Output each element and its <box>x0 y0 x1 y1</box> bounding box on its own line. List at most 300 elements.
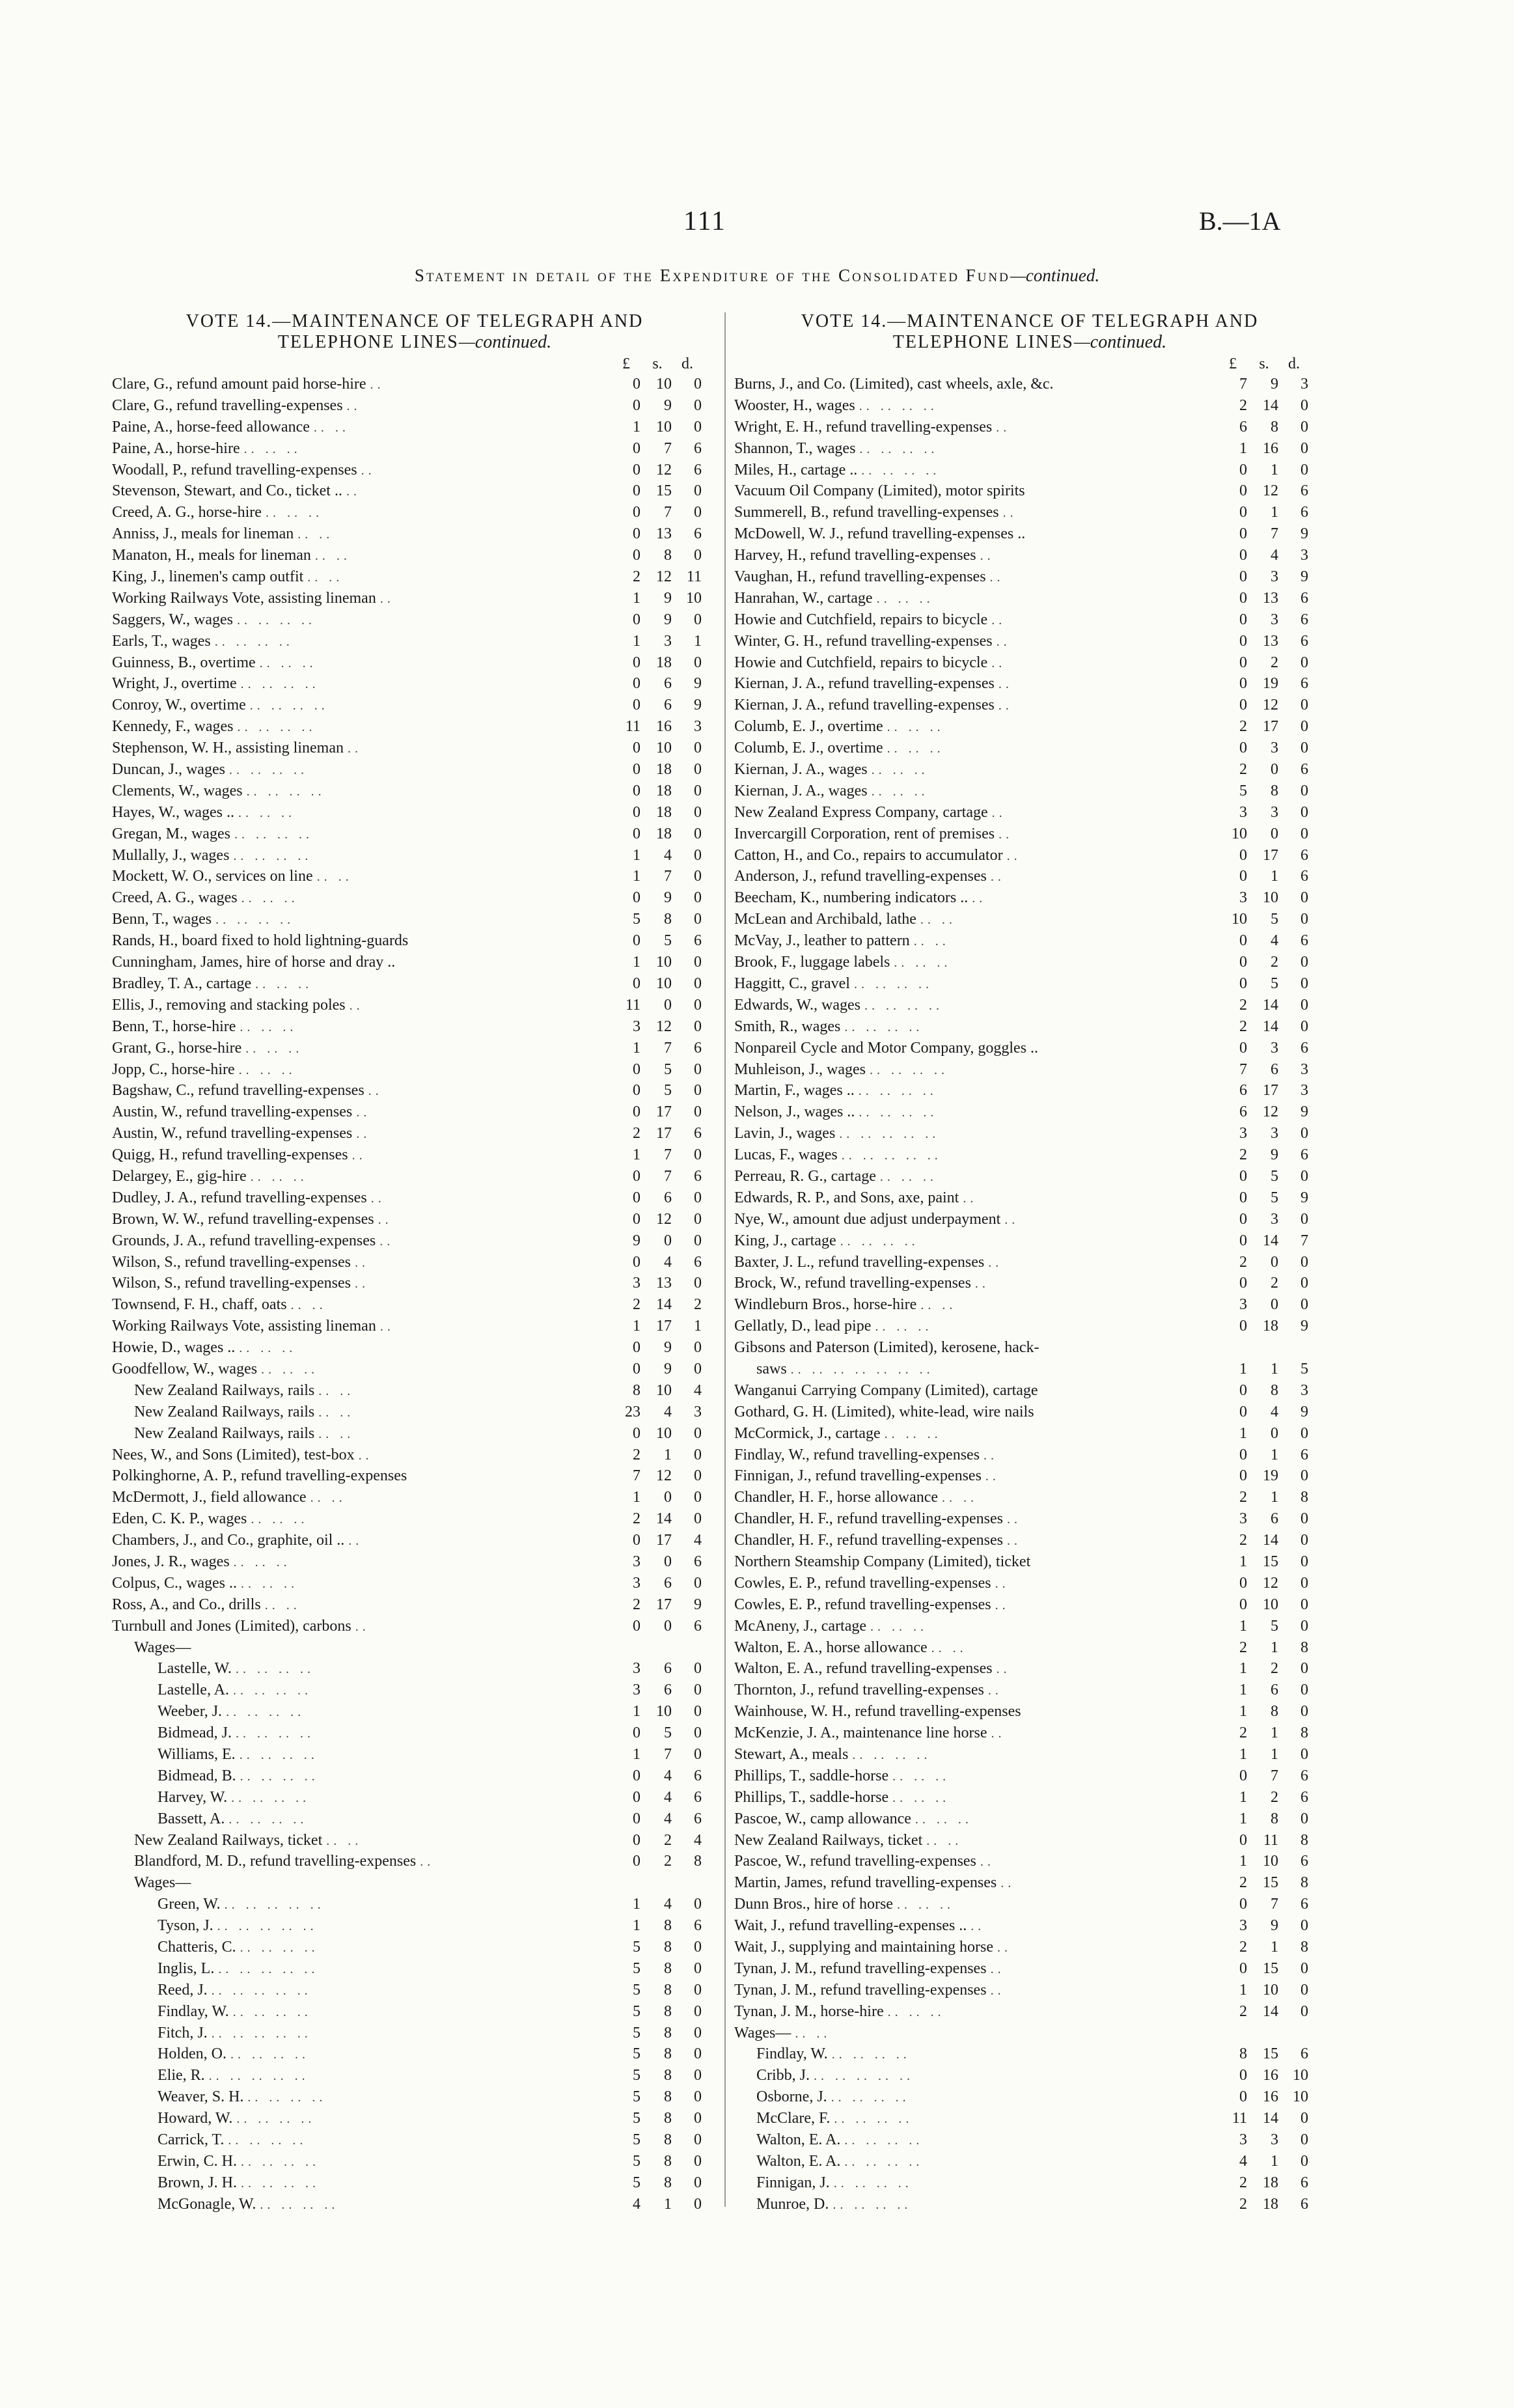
entry-description <box>158 1915 318 1937</box>
entry-description <box>158 1980 312 2002</box>
entry-description-text: Townsend, F. H., chaff, oats <box>112 1296 287 1314</box>
ledger-entry <box>112 1359 717 1380</box>
entry-shillings: 16 <box>1263 439 1278 457</box>
entry-pounds: 0 <box>1239 697 1247 714</box>
entry-pounds: 2 <box>1239 1724 1247 1742</box>
entry-shillings: 8 <box>664 2002 672 2020</box>
dot-leader: .. .. <box>297 527 334 542</box>
entry-pounds: 0 <box>633 1360 640 1377</box>
vote-heading-continued: —continued. <box>458 332 552 352</box>
entry-description-text: King, J., cartage <box>734 1232 836 1249</box>
entry-pounds: 0 <box>633 1767 640 1784</box>
ledger-entry <box>734 1637 1325 1659</box>
entry-pence: 8 <box>1301 1489 1308 1506</box>
entry-pounds: 1 <box>1239 1788 1247 1806</box>
entry-description <box>734 1423 942 1445</box>
entry-description-text: Weaver, S. H. <box>158 2088 244 2106</box>
ledger-entry <box>734 1894 1325 1915</box>
entry-description-text: Clare, G., refund travelling-expenses <box>112 396 343 414</box>
ledger-entry <box>734 1123 1325 1144</box>
entry-shillings: 14 <box>1263 1532 1278 1549</box>
entry-description-text: Dudley, J. A., refund travelling-expenses <box>112 1189 367 1206</box>
entry-description-text: Columb, E. J., overtime <box>734 740 883 757</box>
dot-leader: .. .. .. .. <box>236 1726 314 1741</box>
entry-pence: 3 <box>1301 547 1308 564</box>
entry-pence: 6 <box>1301 761 1308 779</box>
entry-description-text: Blandford, M. D., refund travelling-expenses <box>134 1853 417 1870</box>
dot-leader: .. .. .. .. <box>844 2133 924 2148</box>
entry-description-text: Reed, J. <box>158 1981 208 1999</box>
dot-leader: .. <box>351 1148 366 1163</box>
dot-leader: .. <box>346 484 361 499</box>
entry-pounds: 1 <box>1239 1746 1247 1763</box>
ledger-entry <box>112 1016 717 1038</box>
ledger-entry <box>734 460 1325 481</box>
entry-pence: 0 <box>1301 1959 1308 1977</box>
ledger-entry <box>112 566 717 588</box>
entry-pounds: 0 <box>1239 1210 1247 1228</box>
entry-description <box>734 781 929 803</box>
dot-leader: .. <box>997 1941 1012 1956</box>
ledger-entry <box>734 652 1325 674</box>
entry-shillings: 1 <box>1271 1724 1278 1742</box>
entry-shillings: 18 <box>1263 2174 1278 2191</box>
entry-pounds: 5 <box>633 2045 640 2063</box>
entry-description-text: Duncan, J., wages <box>112 761 225 779</box>
dot-leader: .. .. <box>264 1598 301 1612</box>
ledger-entry <box>112 716 717 738</box>
entry-pence: 0 <box>1301 1210 1308 1228</box>
entry-shillings: 10 <box>1263 889 1278 907</box>
entry-pence: 0 <box>694 1959 702 1977</box>
entry-description <box>112 973 312 995</box>
entry-pence: 0 <box>1301 2131 1308 2149</box>
entry-pounds: 2 <box>633 1510 640 1528</box>
entry-pence: 0 <box>694 1189 702 1206</box>
entry-description <box>112 652 317 674</box>
entry-pence: 6 <box>694 439 702 457</box>
entry-shillings: 10 <box>656 1381 672 1399</box>
ledger-entry <box>112 2108 717 2129</box>
entry-pounds: 1 <box>1239 1681 1247 1699</box>
dot-leader: .. .. .. <box>239 1341 297 1356</box>
entry-pounds: 0 <box>1239 504 1247 521</box>
entry-shillings: 1 <box>1271 1639 1278 1656</box>
entry-description-text: New Zealand Railways, ticket <box>134 1831 323 1849</box>
ledger-entry <box>112 1209 717 1230</box>
ledger-entry <box>734 2129 1325 2151</box>
dot-leader: .. .. .. .. <box>833 2176 913 2191</box>
entry-description-text: Vaughan, H., refund travelling-expenses <box>734 568 986 586</box>
entry-pounds: 2 <box>1239 1146 1247 1164</box>
entry-pence: 8 <box>1301 1639 1308 1656</box>
entry-shillings: 3 <box>1271 1039 1278 1057</box>
dot-leader: .. <box>963 1191 978 1206</box>
dot-leader: .. <box>991 656 1006 671</box>
entry-pounds: 6 <box>1239 418 1247 436</box>
entry-description <box>734 1508 1021 1530</box>
entry-description <box>734 417 1010 439</box>
ledger-entry <box>112 395 717 417</box>
dot-leader: .. <box>980 549 995 564</box>
entry-description <box>734 845 1021 867</box>
dot-leader: .. .. .. .. <box>844 1019 924 1034</box>
entry-shillings: 12 <box>1263 697 1278 714</box>
dot-leader: .. .. <box>316 870 353 885</box>
entry-description <box>134 1637 191 1659</box>
entry-pence: 0 <box>694 2002 702 2020</box>
entry-shillings: 7 <box>664 1746 672 1763</box>
entry-pounds: 0 <box>633 439 640 457</box>
entry-description-text: Paine, A., horse-hire <box>112 439 240 457</box>
dot-leader: .. .. .. <box>245 1041 303 1056</box>
ledger-entry <box>112 673 717 695</box>
entry-pence: 6 <box>1301 1767 1308 1784</box>
entry-description-text: Dunn Bros., hire of horse <box>734 1896 893 1913</box>
entry-description <box>734 2001 945 2023</box>
entry-pence: 0 <box>694 1424 702 1442</box>
ledger-entry <box>734 2023 1325 2044</box>
ledger-entry <box>112 1316 717 1337</box>
ledger-entry <box>112 417 717 438</box>
entry-pence: 8 <box>1301 1724 1308 1742</box>
entry-description <box>734 1016 923 1038</box>
entry-shillings: 9 <box>664 1360 672 1377</box>
ledger-entry <box>112 909 717 930</box>
entry-shillings: 15 <box>656 482 672 500</box>
dot-leader: .. .. .. .. <box>236 2112 316 2127</box>
dot-leader: .. <box>974 1277 989 1292</box>
entry-pence: 7 <box>1301 1232 1308 1249</box>
entry-shillings: 8 <box>1271 1810 1278 1827</box>
entry-pounds: 3 <box>633 1681 640 1699</box>
entry-pounds: 3 <box>633 1574 640 1592</box>
entry-description <box>112 1530 363 1552</box>
dot-leader: .. .. .. <box>896 1898 954 1913</box>
entry-pounds: 0 <box>1239 1167 1247 1185</box>
entry-description <box>112 374 385 396</box>
entry-pence: 0 <box>1301 825 1308 842</box>
ledger-entry <box>734 1508 1325 1530</box>
statement-title-continued: —continued. <box>1010 266 1100 285</box>
entry-description <box>734 1980 1005 2002</box>
entry-pence: 6 <box>1301 932 1308 950</box>
dot-leader: .. .. <box>307 570 344 585</box>
entry-shillings: 6 <box>1271 1060 1278 1078</box>
entry-pounds: 0 <box>1239 975 1247 992</box>
entry-description-text: Williams, E. <box>158 1746 236 1763</box>
entry-description-text: McKenzie, J. A., maintenance line horse <box>734 1724 987 1742</box>
entry-description <box>734 1937 1012 1959</box>
entry-description-text: Erwin, C. H. <box>158 2152 237 2170</box>
entry-pence: 11 <box>686 568 702 586</box>
dot-leader: .. .. .. <box>241 891 299 906</box>
entry-description-text: McClare, F. <box>756 2110 831 2127</box>
entry-pence: 0 <box>1301 654 1308 671</box>
entry-description <box>734 738 944 760</box>
vote-heading-right <box>734 311 1325 353</box>
dot-leader: .. .. .. <box>251 1512 309 1527</box>
entry-pence: 0 <box>1301 2152 1308 2170</box>
entry-pounds: 1 <box>633 1703 640 1721</box>
entry-shillings: 4 <box>664 1403 672 1420</box>
ledger-entry <box>112 1851 717 1872</box>
entry-shillings: 9 <box>664 889 672 907</box>
entry-shillings: 8 <box>1271 1703 1278 1721</box>
entry-pounds: 2 <box>1239 1874 1247 1892</box>
entry-shillings: 7 <box>664 1039 672 1057</box>
entry-pence: 8 <box>1301 1831 1308 1849</box>
entry-pounds: 0 <box>633 932 640 950</box>
dot-leader: .. <box>984 1448 998 1463</box>
ledger-entry <box>734 1723 1325 1744</box>
entry-description-text: Working Railways Vote, assisting lineman <box>112 589 376 607</box>
dot-leader: .. <box>1000 1876 1015 1891</box>
entry-pence: 3 <box>1301 1381 1308 1399</box>
entry-shillings: 1 <box>1271 2152 1278 2170</box>
entry-description-text: Lastelle, W. <box>158 1660 232 1678</box>
entry-description-text: Bagshaw, C., refund travelling-expenses <box>112 1082 365 1100</box>
entry-pounds: 0 <box>633 975 640 992</box>
entry-pence: 0 <box>1301 1467 1308 1485</box>
entry-description <box>158 1701 305 1723</box>
entry-pounds: 1 <box>633 1746 640 1763</box>
entry-shillings: 9 <box>664 589 672 607</box>
entry-description-text: Nye, W., amount due adjust underpayment <box>734 1210 1001 1228</box>
entry-pence: 0 <box>694 1275 702 1292</box>
entry-description-text: Wages— <box>734 2024 791 2041</box>
entry-description <box>734 2023 831 2045</box>
entry-description-text: McVay, J., leather to pattern <box>734 932 910 950</box>
ledger-entry <box>734 1808 1325 1830</box>
entry-pence: 9 <box>694 1596 702 1613</box>
ledger-entry <box>734 1080 1325 1101</box>
entry-description-text: Beecham, K., numbering indicators .. <box>734 889 969 907</box>
entry-pounds: 2 <box>633 1446 640 1463</box>
entry-pounds: 0 <box>633 1189 640 1206</box>
entry-shillings: 4 <box>664 1810 672 1827</box>
dot-leader: .. .. <box>920 1298 957 1313</box>
dot-leader: .. <box>1007 1512 1022 1527</box>
ledger-entry <box>112 781 717 802</box>
entry-shillings: 10 <box>656 418 672 436</box>
entry-description-text: Kiernan, J. A., refund travelling-expenses <box>734 675 995 693</box>
entry-pounds: 1 <box>1239 1424 1247 1442</box>
ledger-entry <box>734 1530 1325 1551</box>
entry-description-text: Kiernan, J. A., wages <box>734 782 868 799</box>
ledger-entry <box>734 1402 1325 1423</box>
entry-pounds: 2 <box>1239 761 1247 779</box>
entry-pounds: 0 <box>633 1810 640 1827</box>
entry-pence: 6 <box>694 932 702 950</box>
entry-description <box>112 566 343 588</box>
entry-description <box>134 1872 191 1894</box>
entry-pence: 0 <box>694 2110 702 2127</box>
entry-description <box>734 1787 950 1809</box>
entry-description-text: Working Railways Vote, assisting lineman <box>112 1318 376 1335</box>
entry-description-text: Bidmead, B. <box>158 1767 236 1784</box>
entry-shillings: 16 <box>1263 2067 1278 2084</box>
dot-leader: .. .. .. .. <box>831 2090 910 2105</box>
dot-leader: .. <box>970 1919 985 1934</box>
entry-shillings: 5 <box>664 1060 672 1078</box>
entry-description-text: Pascoe, W., camp allowance <box>734 1810 911 1827</box>
dot-leader: .. .. <box>310 1491 346 1506</box>
entry-description-text: Nelson, J., wages .. <box>734 1103 855 1121</box>
ledger-entry <box>112 1658 717 1680</box>
entry-description <box>158 1937 319 1959</box>
entry-description-text: Brown, J. H. <box>158 2174 238 2191</box>
entry-pence: 0 <box>1301 1981 1308 1999</box>
entry-shillings: 2 <box>1271 1788 1278 1806</box>
entry-shillings: 3 <box>1271 803 1278 821</box>
dot-leader: .. .. <box>314 549 351 564</box>
entry-description-text: Stevenson, Stewart, and Co., ticket .. <box>112 482 342 500</box>
entry-description-text: Wilson, S., refund travelling-expenses <box>112 1253 351 1271</box>
entry-pounds: 1 <box>633 1489 640 1506</box>
dot-leader: .. .. .. .. <box>246 784 325 799</box>
entry-description-text: Lastelle, A. <box>158 1681 229 1699</box>
entry-shillings: 5 <box>1271 1617 1278 1635</box>
entry-description-text: Shannon, T., wages <box>734 439 856 457</box>
entry-description-text: Green, W. <box>158 1896 221 1913</box>
ledger-entry <box>112 1573 717 1594</box>
entry-shillings: 1 <box>664 2195 672 2213</box>
ledger-entry <box>734 1359 1325 1380</box>
dot-leader: .. .. .. .. .. <box>224 1898 325 1913</box>
dot-leader: .. .. .. <box>261 1362 319 1377</box>
entry-shillings: 7 <box>664 868 672 885</box>
entry-description-text: Howie and Cutchfield, repairs to bicycle <box>734 654 988 671</box>
dot-leader: .. .. .. <box>884 1426 942 1441</box>
entry-pounds: 1 <box>1239 1981 1247 1999</box>
entry-shillings: 14 <box>1263 1017 1278 1035</box>
entry-shillings: 1 <box>1271 1446 1278 1463</box>
entry-pounds: 8 <box>633 1381 640 1399</box>
entry-pounds: 2 <box>1239 2174 1247 2191</box>
entry-pounds: 1 <box>633 954 640 971</box>
entry-description-text: Harvey, H., refund travelling-expenses <box>734 547 976 564</box>
entry-description <box>734 1187 977 1210</box>
entry-pence: 0 <box>694 1681 702 1699</box>
entry-pounds: 11 <box>1232 2110 1247 2127</box>
entry-pence: 0 <box>1301 1510 1308 1528</box>
entry-pence: 0 <box>694 1060 702 1078</box>
entry-shillings: 4 <box>1271 1403 1278 1420</box>
entry-shillings: 9 <box>1271 1917 1278 1935</box>
entry-pounds: 3 <box>633 1017 640 1035</box>
entry-pence: 0 <box>694 1467 702 1485</box>
dot-leader: .. .. .. <box>265 506 323 521</box>
entry-pounds: 0 <box>633 1788 640 1806</box>
entry-pence: 0 <box>1301 889 1308 907</box>
entry-description <box>112 1573 298 1595</box>
vote-heading-continued: —continued. <box>1073 332 1167 352</box>
entry-pence: 0 <box>694 2024 702 2041</box>
entry-description <box>112 845 312 867</box>
entry-shillings: 17 <box>656 1318 672 1335</box>
entry-pounds: 2 <box>633 568 640 586</box>
entry-pence: 6 <box>694 1810 702 1827</box>
dot-leader: .. .. .. .. <box>844 2154 924 2169</box>
entry-pounds: 0 <box>1239 1318 1247 1335</box>
pence-unit: d. <box>1288 355 1300 372</box>
entry-description-text: Nonpareil Cycle and Motor Company, goggles .. <box>734 1039 1039 1057</box>
entry-pounds: 0 <box>1239 547 1247 564</box>
entry-pence: 6 <box>1301 632 1308 650</box>
vote-heading-line2 <box>112 332 717 353</box>
entry-pence: 9 <box>694 697 702 714</box>
entry-description-text: Tynan, J. M., refund travelling-expenses <box>734 1959 987 1977</box>
entry-description <box>734 1445 998 1467</box>
dot-leader: .. .. .. .. <box>232 2004 312 2019</box>
ledger-entry <box>112 866 717 887</box>
entry-description-text: Wilson, S., refund travelling-expenses <box>112 1275 351 1292</box>
ledger-entry <box>112 1915 717 1937</box>
entry-pence: 6 <box>1301 482 1308 500</box>
entry-pounds: 5 <box>1239 782 1247 799</box>
entry-shillings: 6 <box>664 1681 672 1699</box>
entry-shillings: 2 <box>1271 1275 1278 1292</box>
shillings-unit: s. <box>1259 355 1269 372</box>
entry-description <box>756 2108 913 2130</box>
ledger-entry <box>112 1551 717 1573</box>
entry-pounds: 6 <box>1239 1082 1247 1100</box>
entry-description-text: Goodfellow, W., wages <box>112 1360 258 1377</box>
entry-description-text: Eden, C. K. P., wages <box>112 1510 247 1528</box>
entry-description-text: Martin, F., wages .. <box>734 1082 855 1100</box>
entry-description <box>734 1316 932 1338</box>
dot-leader: .. .. .. <box>243 441 301 456</box>
entry-pounds: 7 <box>1239 376 1247 393</box>
dot-leader: .. .. .. .. <box>240 1769 319 1784</box>
entry-pence: 8 <box>694 1853 702 1870</box>
entry-pounds: 0 <box>1239 568 1247 586</box>
entry-pounds: 2 <box>1239 996 1247 1014</box>
entry-description <box>112 417 350 439</box>
entry-description-text: Elie, R. <box>158 2067 205 2084</box>
entry-pounds: 1 <box>633 1917 640 1935</box>
entry-description <box>158 2001 312 2023</box>
entry-pounds: 6 <box>1239 1103 1247 1121</box>
entry-description <box>158 1765 319 1788</box>
ledger-entry <box>112 1101 717 1123</box>
entry-shillings: 8 <box>664 2174 672 2191</box>
ledger-entry <box>734 523 1325 545</box>
dot-leader: .. .. .. .. .. <box>217 1919 318 1934</box>
entry-description <box>734 716 944 738</box>
ledger-entry <box>112 887 717 909</box>
currency-units-left <box>112 353 717 374</box>
ledger-entry <box>734 1594 1325 1616</box>
dot-leader: .. .. .. <box>238 805 296 820</box>
ledger-entry <box>112 1830 717 1851</box>
entry-pounds: 0 <box>1239 2088 1247 2106</box>
entry-description <box>112 1487 346 1509</box>
entry-pence: 6 <box>1301 1896 1308 1913</box>
entry-shillings: 10 <box>1263 1596 1278 1613</box>
entry-pounds: 0 <box>1239 1596 1247 1613</box>
entry-pounds: 0 <box>633 1210 640 1228</box>
dot-leader: .. .. .. .. <box>231 1790 310 1805</box>
entry-description <box>112 588 394 610</box>
entry-pounds: 0 <box>633 525 640 543</box>
ledger-entry <box>112 759 717 781</box>
dot-leader: .. <box>990 1983 1005 1998</box>
entry-pounds: 1 <box>1239 1553 1247 1570</box>
ledger-entry <box>734 930 1325 952</box>
entry-description <box>734 1658 1011 1680</box>
